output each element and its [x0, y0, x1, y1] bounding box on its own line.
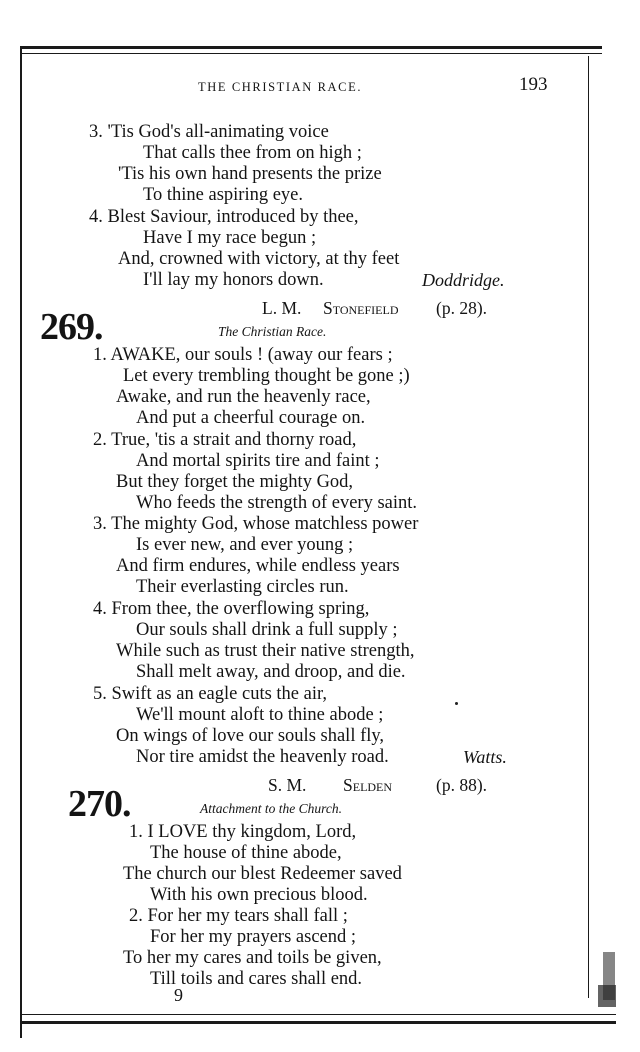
verse-line: 1. AWAKE, our souls ! (away our fears ;: [93, 345, 393, 365]
signature-mark: 9: [174, 985, 183, 1005]
verse-line: That calls thee from on high ;: [143, 143, 362, 163]
page-edge-smudge: [598, 985, 616, 1007]
bottom-rule-thin: [20, 1014, 616, 1015]
verse-line: 1. I LOVE thy kingdom, Lord,: [129, 822, 357, 842]
verse-line: 3. 'Tis God's all-animating voice: [89, 122, 329, 142]
verse-line: The house of thine abode,: [150, 843, 342, 863]
verse-line: On wings of love our souls shall fly,: [116, 726, 385, 746]
verse-line: To thine aspiring eye.: [143, 185, 304, 205]
hymn-meter: L. M.: [262, 298, 302, 318]
hymn-tune: Selden: [343, 775, 393, 795]
verse-line: Nor tire amidst the heavenly road.: [136, 747, 389, 767]
left-border: [20, 46, 22, 1038]
verse-line: For her my prayers ascend ;: [150, 927, 357, 947]
verse-line: 2. For her my tears shall fall ;: [129, 906, 348, 926]
bottom-rule-thick: [20, 1021, 616, 1024]
hymn-tune-ref: (p. 28).: [436, 298, 488, 318]
hymn-meter: S. M.: [268, 775, 307, 795]
hymn-title: Attachment to the Church.: [200, 801, 342, 816]
running-head: THE CHRISTIAN RACE.: [198, 80, 363, 94]
verse-line: But they forget the mighty God,: [116, 472, 354, 492]
verse-line: 5. Swift as an eagle cuts the air,: [93, 684, 328, 704]
verse-line: And firm endures, while endless years: [116, 556, 400, 576]
verse-line: We'll mount aloft to thine abode ;: [136, 705, 384, 725]
verse-line: To her my cares and toils be given,: [123, 948, 382, 968]
verse-line: And mortal spirits tire and faint ;: [136, 451, 380, 471]
verse-line: 4. From thee, the overflowing spring,: [93, 599, 370, 619]
author-attribution: Doddridge.: [422, 270, 505, 290]
verse-line: Shall melt away, and droop, and die.: [136, 662, 406, 682]
verse-line: Is ever new, and ever young ;: [136, 535, 354, 555]
verse-line: The church our blest Redeemer saved: [123, 864, 402, 884]
verse-line: And, crowned with victory, at thy feet: [118, 249, 400, 269]
top-rule-thin: [20, 53, 602, 54]
verse-line: Awake, and run the heavenly race,: [116, 387, 371, 407]
verse-line: 4. Blest Saviour, introduced by thee,: [89, 207, 359, 227]
verse-line: Have I my race begun ;: [143, 228, 317, 248]
hymn-number: 270.: [68, 783, 131, 825]
verse-line: Who feeds the strength of every saint.: [136, 493, 418, 513]
verse-line: 'Tis his own hand presents the prize: [118, 164, 382, 184]
verse-line: Their everlasting circles run.: [136, 577, 349, 597]
author-attribution: Watts.: [463, 747, 507, 767]
verse-line: Our souls shall drink a full supply ;: [136, 620, 398, 640]
hymn-number: 269.: [40, 306, 103, 348]
top-rule-thick: [20, 46, 602, 49]
verse-line: And put a cheerful courage on.: [136, 408, 366, 428]
verse-line: I'll lay my honors down.: [143, 270, 324, 290]
hymn-tune: Stonefield: [323, 298, 399, 318]
verse-line: 3. The mighty God, whose matchless power: [93, 514, 419, 534]
verse-line: 2. True, 'tis a strait and thorny road,: [93, 430, 357, 450]
page-number: 193: [519, 74, 548, 95]
right-margin-rule: [588, 56, 589, 998]
hymn-tune-ref: (p. 88).: [436, 775, 488, 795]
verse-line: With his own precious blood.: [150, 885, 368, 905]
verse-line: Let every trembling thought be gone ;): [123, 366, 410, 386]
verse-line: While such as trust their native strength,: [116, 641, 415, 661]
stray-mark: [455, 702, 458, 705]
verse-line: Till toils and cares shall end.: [150, 969, 363, 989]
hymn-title: The Christian Race.: [218, 324, 327, 339]
